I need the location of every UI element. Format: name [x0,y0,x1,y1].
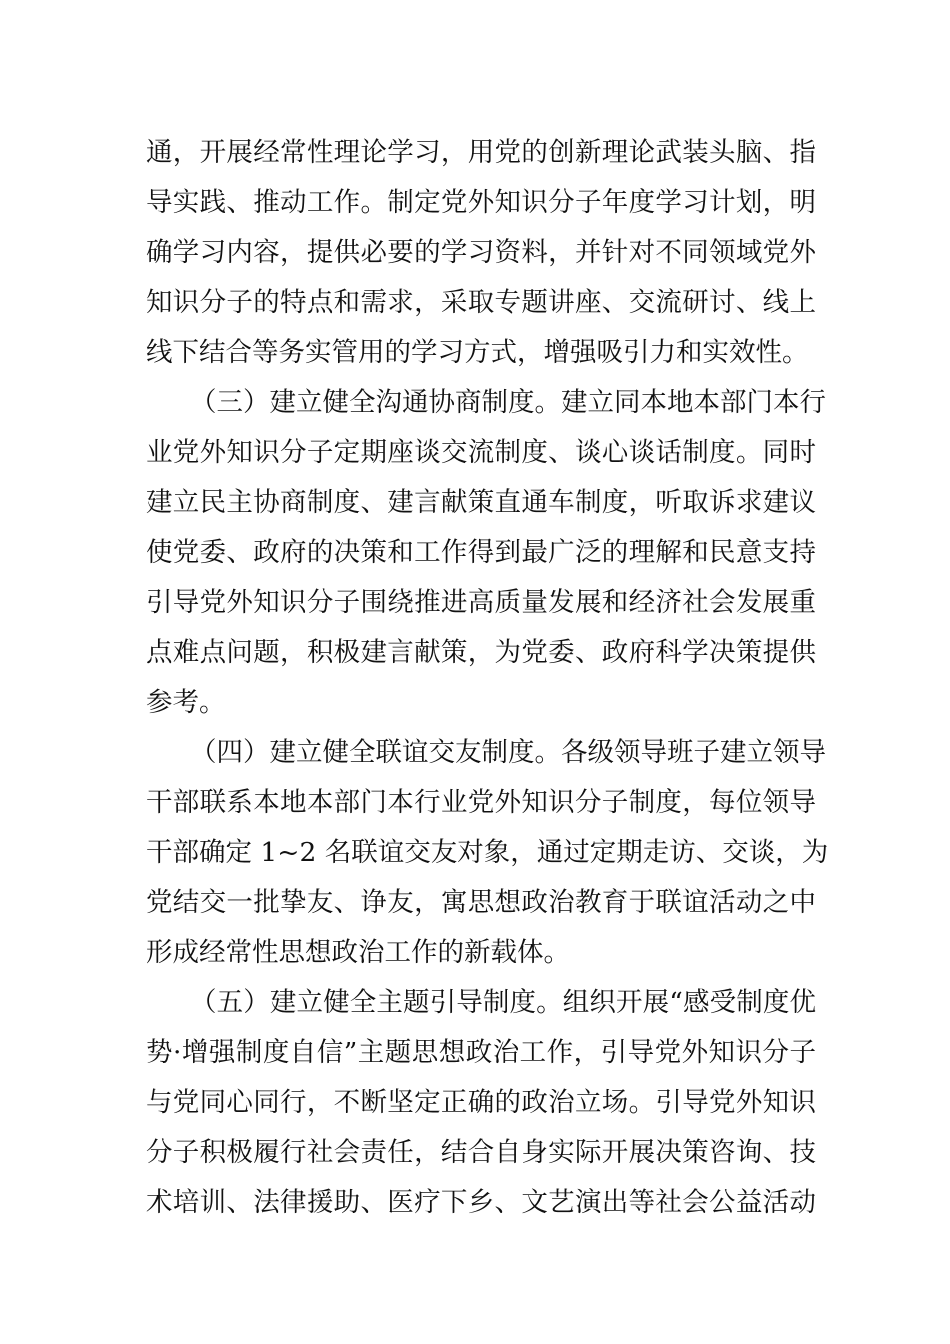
text-line: 形成经常性思想政治工作的新载体。 [146,937,570,968]
section-five-heading-line: （五）建立健全主题引导制度。组织开展“感受制度优 [190,987,816,1018]
text-line: 分子积极履行社会责任，结合自身实际开展决策咨询、技 [146,1137,816,1168]
text-line: 导实践、推动工作。制定党外知识分子年度学习计划，明 [146,187,816,218]
section-three-heading-line: （三）建立健全沟通协商制度。建立同本地本部门本行 [190,387,826,418]
text-line: 干部确定 1~2 名联谊交友对象，通过定期走访、交谈，为 [146,837,829,868]
text-line: 通，开展经常性理论学习，用党的创新理论武装头脑、指 [146,137,816,168]
text-line: 线下结合等务实管用的学习方式，增强吸引力和实效性。 [146,337,809,368]
text-line: 党结交一批挚友、诤友，寓思想政治教育于联谊活动之中 [146,887,816,918]
text-line: 点难点问题，积极建言献策，为党委、政府科学决策提供 [146,637,816,668]
text-line: 业党外知识分子定期座谈交流制度、谈心谈话制度。同时 [146,437,816,468]
text-line: 术培训、法律援助、医疗下乡、文艺演出等社会公益活动 [146,1187,816,1218]
text-line: 确学习内容，提供必要的学习资料，并针对不同领域党外 [146,237,816,268]
text-line: 建立民主协商制度、建言献策直通车制度，听取诉求建议 [146,487,816,518]
text-line: 干部联系本地本部门本行业党外知识分子制度，每位领导 [146,787,816,818]
text-line: 使党委、政府的决策和工作得到最广泛的理解和民意支持 [146,537,816,568]
text-line: 与党同心同行，不断坚定正确的政治立场。引导党外知识 [146,1087,816,1118]
text-line: 引导党外知识分子围绕推进高质量发展和经济社会发展重 [146,587,816,618]
text-line: 知识分子的特点和需求，采取专题讲座、交流研讨、线上 [146,287,816,318]
text-line: 参考。 [146,687,226,718]
text-line: 势·增强制度自信”主题思想政治工作，引导党外知识分子 [146,1037,816,1068]
section-four-heading-line: （四）建立健全联谊交友制度。各级领导班子建立领导 [190,737,826,768]
